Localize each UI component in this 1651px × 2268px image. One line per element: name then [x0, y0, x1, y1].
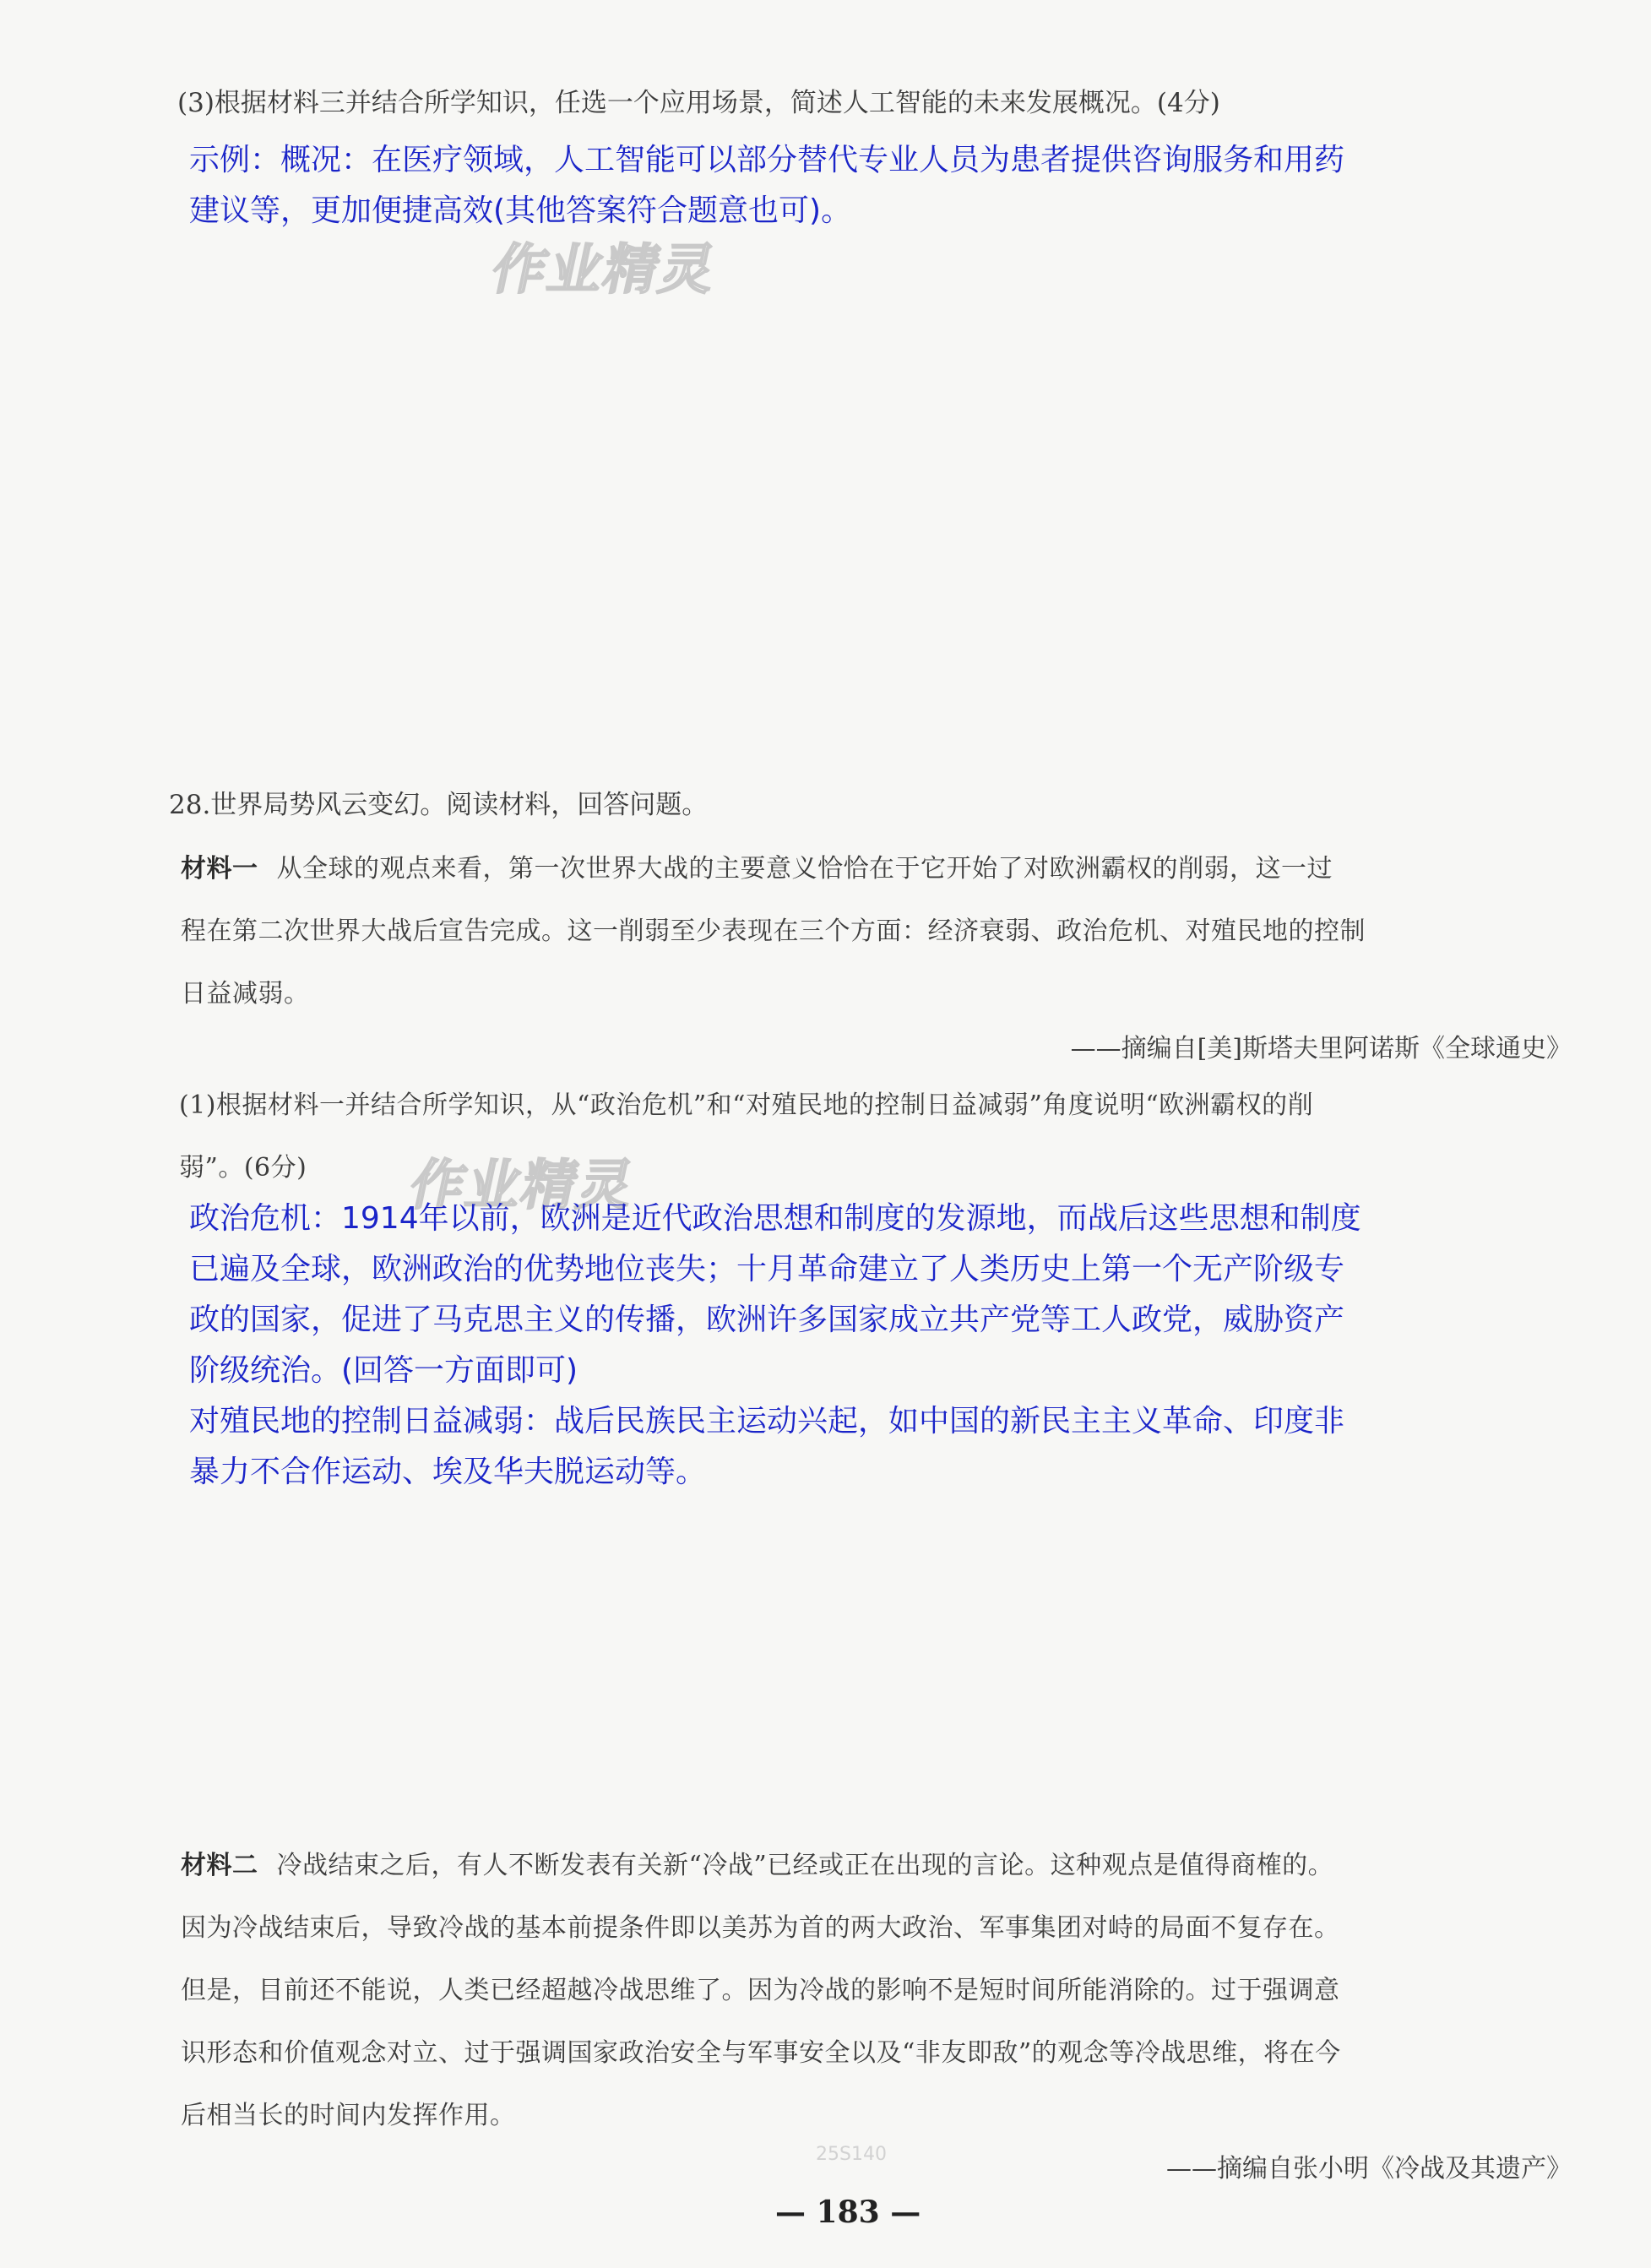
q28-part1-answer-line-4: 阶级统治。(回答一方面即可) — [189, 1353, 578, 1388]
material-2-source: ——摘编自张小明《冷战及其遗产》 — [1166, 2154, 1572, 2184]
q28-part1-answer-line-5: 对殖民地的控制日益减弱：战后民族民主运动兴起，如中国的新民主主义革命、印度非 — [189, 1404, 1345, 1439]
material-1 — [181, 838, 1366, 1025]
q28-part1-prompt — [179, 1074, 1313, 1199]
page-number: — 183 — — [775, 2195, 921, 2230]
material-1-source: ——摘编自[美]斯塔夫里阿诺斯《全球通史》 — [1070, 1034, 1572, 1063]
q28-title: 28.世界局势风云变幻。阅读材料，回答问题。 — [169, 790, 709, 820]
q27-part3-answer-line-2: 建议等，更加便捷高效(其他答案符合题意也可)。 — [189, 193, 852, 228]
material-2-line-3: 但是，目前还不能说，人类已经超越冷战思维了。因为冷战的影响不是短时间所能消除的。过于强调意 — [181, 1976, 1340, 2005]
material-1-line-2: 程在第二次世界大战后宣告完成。这一削弱至少表现在三个方面：经济衰弱、政治危机、对殖民地的控制 — [181, 916, 1366, 946]
material-1-label: 材料一 — [181, 854, 258, 884]
material-2 — [181, 1835, 1341, 2147]
q28-part1-answer-line-1: 政治危机：1914年以前，欧洲是近代政治思想和制度的发源地，而战后这些思想和制度 — [189, 1201, 1361, 1236]
footer-code: 25S140 — [816, 2144, 887, 2165]
material-2-text-1: 冷战结束之后，有人不断发表有关新“冷战”已经或正在出现的言论。这种观点是值得商榷的。 — [276, 1851, 1334, 1880]
q28-part1-prompt-line-1: (1)根据材料一并结合所学知识，从“政治危机”和“对殖民地的控制日益减弱”角度说明“欧洲霸权的削 — [179, 1090, 1314, 1120]
q27-part3-answer-line-1: 示例：概况：在医疗领域，人工智能可以部分替代专业人员为患者提供咨询服务和用药 — [189, 143, 1345, 177]
q28-part1-answer-line-6: 暴力不合作运动、埃及华夫脱运动等。 — [189, 1455, 707, 1489]
material-2-label: 材料二 — [181, 1851, 258, 1880]
q28-part1-prompt-line-2: 弱”。(6分) — [179, 1153, 307, 1183]
material-2-line-5: 后相当长的时间内发挥作用。 — [181, 2101, 516, 2130]
material-1-text-1: 从全球的观点来看，第一次世界大战的主要意义恰恰在于它开始了对欧洲霸权的削弱，这一过 — [276, 854, 1333, 884]
q28-part1-answer-line-3: 政的国家，促进了马克思主义的传播，欧洲许多国家成立共产党等工人政党，威胁资产 — [189, 1303, 1345, 1337]
q27-part3-prompt: (3)根据材料三并结合所学知识，任选一个应用场景，简述人工智能的未来发展概况。(4分) — [177, 88, 1220, 118]
material-2-line-1 — [181, 1835, 1341, 1897]
watermark: 作业精灵 — [486, 239, 723, 302]
material-2-line-2: 因为冷战结束后，导致冷战的基本前提条件即以美苏为首的两大政治、军事集团对峙的局面不复存在。 — [181, 1913, 1340, 1943]
material-1-line-1 — [181, 838, 1366, 900]
watermark: 作业精灵 — [404, 1155, 641, 1217]
material-1-line-3: 日益减弱。 — [181, 979, 310, 1009]
q28-part1-answer-line-2: 已遍及全球，欧洲政治的优势地位丧失；十月革命建立了人类历史上第一个无产阶级专 — [189, 1252, 1345, 1286]
material-2-line-4: 识形态和价值观念对立、过于强调国家政治安全与军事安全以及“非友即敌”的观念等冷战思维，将在今 — [181, 2038, 1341, 2068]
